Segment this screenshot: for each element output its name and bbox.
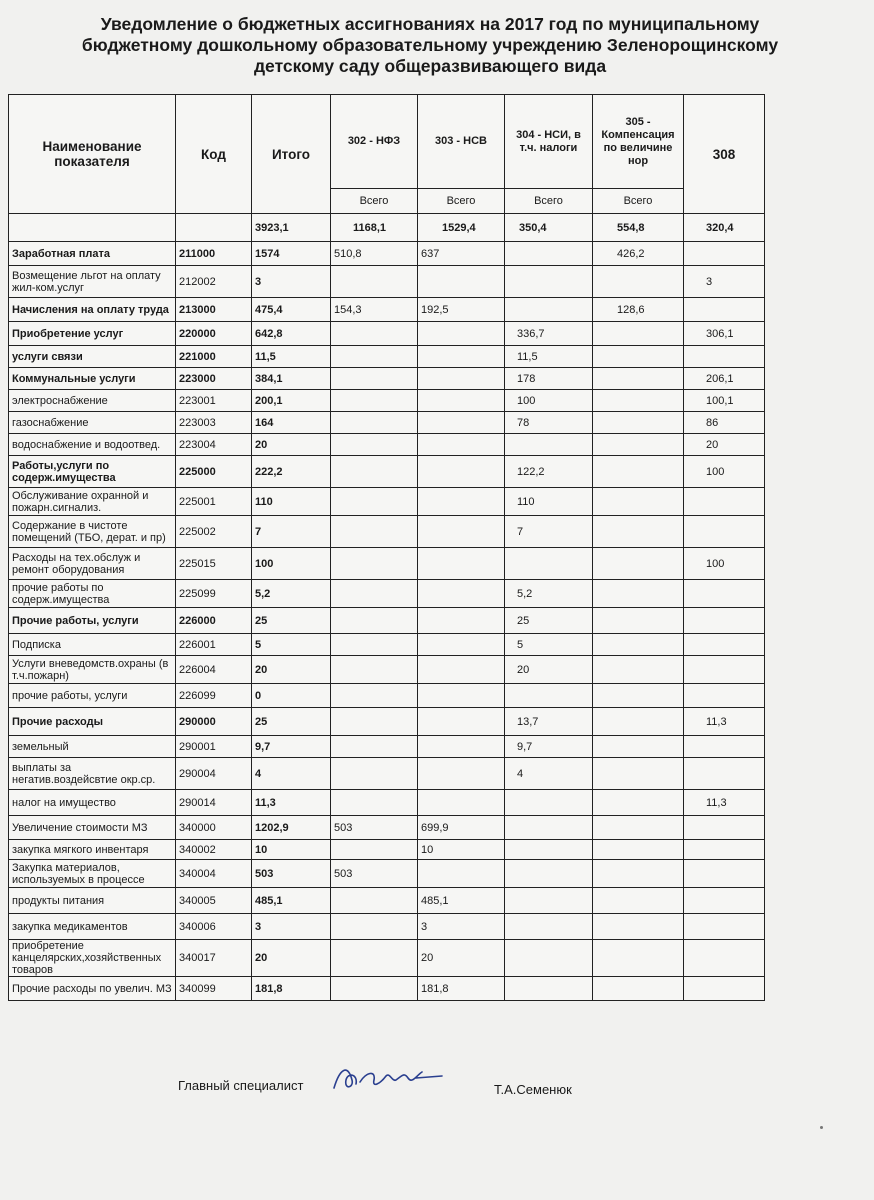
row-304: 11,5: [505, 346, 593, 368]
row-305: [593, 656, 684, 684]
row-308: 11,3: [684, 790, 765, 816]
row-total: 11,3: [252, 790, 331, 816]
row-code: 226000: [176, 608, 252, 634]
row-code: 290000: [176, 708, 252, 736]
row-305: [593, 580, 684, 608]
row-total: 642,8: [252, 322, 331, 346]
signer-role: Главный специалист: [178, 1078, 304, 1093]
row-302: [331, 266, 418, 298]
row-name: Прочие расходы: [9, 708, 176, 736]
row-304: [505, 816, 593, 840]
header-308: 308: [684, 95, 765, 214]
row-305: [593, 266, 684, 298]
row-total: 3: [252, 914, 331, 940]
row-305: [593, 840, 684, 860]
totals-305: 554,8: [593, 214, 684, 242]
table-row: [9, 736, 765, 758]
row-308: [684, 977, 765, 1001]
row-code: 226001: [176, 634, 252, 656]
row-304: 100: [505, 390, 593, 412]
table-row: [9, 708, 765, 736]
row-305: 426,2: [593, 242, 684, 266]
table-row: [9, 840, 765, 860]
row-302: [331, 346, 418, 368]
table-row: [9, 977, 765, 1001]
table-row: [9, 368, 765, 390]
row-308: [684, 608, 765, 634]
row-name: Работы,услуги по содерж.имущества: [9, 456, 176, 488]
row-308: [684, 816, 765, 840]
row-name: Заработная плата: [9, 242, 176, 266]
row-303: [418, 266, 505, 298]
row-code: 340004: [176, 860, 252, 888]
row-303: 192,5: [418, 298, 505, 322]
row-308: [684, 684, 765, 708]
row-303: [418, 608, 505, 634]
row-code: 223001: [176, 390, 252, 412]
row-304: [505, 684, 593, 708]
row-308: 100,1: [684, 390, 765, 412]
row-total: 11,5: [252, 346, 331, 368]
row-308: [684, 346, 765, 368]
row-code: 223000: [176, 368, 252, 390]
row-code: 225000: [176, 456, 252, 488]
header-code: Код: [176, 95, 252, 214]
row-code: 340017: [176, 940, 252, 977]
row-308: 11,3: [684, 708, 765, 736]
row-name: прочие работы по содерж.имущества: [9, 580, 176, 608]
row-name: Возмещение льгот на оплату жил-ком.услуг: [9, 266, 176, 298]
row-303: 3: [418, 914, 505, 940]
row-total: 0: [252, 684, 331, 708]
row-total: 20: [252, 940, 331, 977]
row-305: [593, 434, 684, 456]
row-305: [593, 736, 684, 758]
page-speck: [820, 1126, 823, 1129]
row-305: [593, 860, 684, 888]
row-308: [684, 656, 765, 684]
row-code: 225015: [176, 548, 252, 580]
table-row: [9, 758, 765, 790]
header-303: 303 - НСВ: [418, 95, 505, 189]
totals-304: 350,4: [505, 214, 593, 242]
table-row: [9, 608, 765, 634]
header-305: 305 - Компенсация по величине нор: [593, 95, 684, 189]
totals-row: [9, 214, 765, 242]
row-code: 213000: [176, 298, 252, 322]
row-305: [593, 816, 684, 840]
totals-name: [9, 214, 176, 242]
row-302: [331, 736, 418, 758]
row-302: [331, 434, 418, 456]
row-303: [418, 790, 505, 816]
row-308: [684, 242, 765, 266]
row-name: водоснабжение и водоотвед.: [9, 434, 176, 456]
row-303: [418, 412, 505, 434]
row-304: 7: [505, 516, 593, 548]
row-308: [684, 888, 765, 914]
row-name: газоснабжение: [9, 412, 176, 434]
row-305: [593, 346, 684, 368]
row-name: Обслуживание охранной и пожарн.сигнализ.: [9, 488, 176, 516]
row-303: [418, 368, 505, 390]
row-305: [593, 412, 684, 434]
row-304: [505, 860, 593, 888]
row-code: 221000: [176, 346, 252, 368]
table-row: [9, 888, 765, 914]
table-row: [9, 914, 765, 940]
row-name: земельный: [9, 736, 176, 758]
row-302: [331, 516, 418, 548]
table-row: [9, 548, 765, 580]
table-row: [9, 580, 765, 608]
row-304: [505, 914, 593, 940]
table-row: [9, 790, 765, 816]
row-total: 100: [252, 548, 331, 580]
header-302: 302 - НФЗ: [331, 95, 418, 189]
table-row: [9, 412, 765, 434]
row-code: 340002: [176, 840, 252, 860]
row-name: услуги связи: [9, 346, 176, 368]
row-305: [593, 634, 684, 656]
row-305: [593, 548, 684, 580]
row-308: 3: [684, 266, 765, 298]
row-total: 222,2: [252, 456, 331, 488]
row-305: [593, 708, 684, 736]
row-304: 336,7: [505, 322, 593, 346]
row-code: 290014: [176, 790, 252, 816]
totals-total: 3923,1: [252, 214, 331, 242]
row-code: 212002: [176, 266, 252, 298]
row-name: выплаты за негатив.воздейсвтие окр.ср.: [9, 758, 176, 790]
row-total: 475,4: [252, 298, 331, 322]
row-305: [593, 488, 684, 516]
row-code: 290001: [176, 736, 252, 758]
row-name: Расходы на тех.обслуж и ремонт оборудования: [9, 548, 176, 580]
row-304: [505, 548, 593, 580]
table-row: [9, 346, 765, 368]
row-total: 4: [252, 758, 331, 790]
row-305: [593, 456, 684, 488]
totals-302: 1168,1: [331, 214, 418, 242]
row-303: 637: [418, 242, 505, 266]
row-305: [593, 888, 684, 914]
row-304: [505, 840, 593, 860]
title-line-2: бюджетному дошкольному образовательному учреждению Зеленорощинскому: [81, 35, 779, 55]
row-304: [505, 940, 593, 977]
row-303: [418, 548, 505, 580]
row-code: 223004: [176, 434, 252, 456]
budget-table: [8, 94, 765, 1001]
row-code: 226099: [176, 684, 252, 708]
table-row: [9, 266, 765, 298]
header-304: 304 - НСИ, в т.ч. налоги: [505, 95, 593, 189]
row-308: 100: [684, 548, 765, 580]
document-title: [30, 14, 830, 77]
row-302: [331, 656, 418, 684]
row-303: [418, 634, 505, 656]
row-name: прочие работы, услуги: [9, 684, 176, 708]
row-code: 290004: [176, 758, 252, 790]
row-302: [331, 456, 418, 488]
row-304: 9,7: [505, 736, 593, 758]
row-302: [331, 914, 418, 940]
row-total: 503: [252, 860, 331, 888]
title-line-3: детскому саду общеразвивающего вида: [253, 56, 607, 76]
row-302: 503: [331, 816, 418, 840]
row-303: [418, 860, 505, 888]
row-total: 5: [252, 634, 331, 656]
row-code: 340005: [176, 888, 252, 914]
row-303: [418, 346, 505, 368]
row-code: 225002: [176, 516, 252, 548]
row-code: 225001: [176, 488, 252, 516]
table-row: [9, 860, 765, 888]
table-row: [9, 298, 765, 322]
row-code: 226004: [176, 656, 252, 684]
row-302: 154,3: [331, 298, 418, 322]
row-308: [684, 940, 765, 977]
row-name: Подписка: [9, 634, 176, 656]
row-308: 206,1: [684, 368, 765, 390]
row-308: 86: [684, 412, 765, 434]
row-304: 25: [505, 608, 593, 634]
row-303: [418, 708, 505, 736]
row-305: [593, 684, 684, 708]
row-304: [505, 790, 593, 816]
row-302: [331, 390, 418, 412]
row-302: [331, 322, 418, 346]
row-code: 223003: [176, 412, 252, 434]
table-body: [9, 242, 765, 1001]
row-308: 20: [684, 434, 765, 456]
row-total: 5,2: [252, 580, 331, 608]
row-303: [418, 580, 505, 608]
header-name: Наименование показателя: [9, 95, 176, 214]
row-305: [593, 977, 684, 1001]
row-304: 5: [505, 634, 593, 656]
totals-code: [176, 214, 252, 242]
row-303: [418, 684, 505, 708]
row-303: [418, 456, 505, 488]
row-total: 1574: [252, 242, 331, 266]
title-line-1: Уведомление о бюджетных ассигнованиях на 2017 год по муниципальному: [100, 14, 760, 34]
row-code: 220000: [176, 322, 252, 346]
row-304: 110: [505, 488, 593, 516]
row-name: приобретение канцелярских,хозяйственных товаров: [9, 940, 176, 977]
row-name: Увеличение стоимости МЗ: [9, 816, 176, 840]
row-304: 4: [505, 758, 593, 790]
row-total: 200,1: [252, 390, 331, 412]
header-row: [9, 95, 765, 189]
totals-308: 320,4: [684, 214, 765, 242]
row-total: 25: [252, 708, 331, 736]
row-302: [331, 488, 418, 516]
row-308: [684, 634, 765, 656]
row-name: Начисления на оплату труда: [9, 298, 176, 322]
row-304: [505, 242, 593, 266]
row-304: 178: [505, 368, 593, 390]
row-name: Коммунальные услуги: [9, 368, 176, 390]
row-303: 181,8: [418, 977, 505, 1001]
row-total: 384,1: [252, 368, 331, 390]
row-305: [593, 758, 684, 790]
row-total: 181,8: [252, 977, 331, 1001]
table-row: [9, 634, 765, 656]
subheader-302: Всего: [331, 189, 418, 214]
subheader-303: Всего: [418, 189, 505, 214]
row-302: 503: [331, 860, 418, 888]
row-308: [684, 758, 765, 790]
row-total: 3: [252, 266, 331, 298]
row-name: электроснабжение: [9, 390, 176, 412]
row-name: Услуги вневедомств.охраны (в т.ч.пожарн): [9, 656, 176, 684]
table-row: [9, 940, 765, 977]
totals-303: 1529,4: [418, 214, 505, 242]
row-308: [684, 914, 765, 940]
row-303: [418, 488, 505, 516]
row-303: [418, 390, 505, 412]
row-308: [684, 736, 765, 758]
row-308: [684, 298, 765, 322]
table-row: [9, 656, 765, 684]
row-302: [331, 634, 418, 656]
table-row: [9, 322, 765, 346]
row-308: [684, 580, 765, 608]
table-row: [9, 684, 765, 708]
row-302: [331, 608, 418, 634]
subheader-304: Всего: [505, 189, 593, 214]
header-total: Итого: [252, 95, 331, 214]
row-305: [593, 516, 684, 548]
row-303: [418, 736, 505, 758]
table-row: [9, 390, 765, 412]
row-name: Прочие расходы по увелич. МЗ: [9, 977, 176, 1001]
row-304: 20: [505, 656, 593, 684]
row-305: [593, 390, 684, 412]
table-row: [9, 516, 765, 548]
row-303: [418, 516, 505, 548]
row-303: 699,9: [418, 816, 505, 840]
row-total: 20: [252, 656, 331, 684]
row-name: налог на имущество: [9, 790, 176, 816]
row-name: Прочие работы, услуги: [9, 608, 176, 634]
subheader-305: Всего: [593, 189, 684, 214]
row-308: [684, 516, 765, 548]
row-code: 225099: [176, 580, 252, 608]
row-302: [331, 790, 418, 816]
row-total: 7: [252, 516, 331, 548]
row-303: [418, 758, 505, 790]
row-code: 340000: [176, 816, 252, 840]
row-302: [331, 888, 418, 914]
row-total: 20: [252, 434, 331, 456]
row-303: 10: [418, 840, 505, 860]
table-row: [9, 434, 765, 456]
row-302: 510,8: [331, 242, 418, 266]
row-308: [684, 840, 765, 860]
row-308: [684, 860, 765, 888]
row-305: [593, 790, 684, 816]
row-total: 1202,9: [252, 816, 331, 840]
row-total: 110: [252, 488, 331, 516]
row-total: 9,7: [252, 736, 331, 758]
row-305: [593, 368, 684, 390]
row-305: [593, 940, 684, 977]
row-total: 485,1: [252, 888, 331, 914]
row-302: [331, 840, 418, 860]
table-row: [9, 456, 765, 488]
row-305: [593, 322, 684, 346]
signature-image: [330, 1058, 450, 1098]
row-304: 122,2: [505, 456, 593, 488]
row-303: 485,1: [418, 888, 505, 914]
row-302: [331, 758, 418, 790]
table-row: [9, 816, 765, 840]
row-302: [331, 977, 418, 1001]
row-308: 306,1: [684, 322, 765, 346]
table-row: [9, 488, 765, 516]
row-302: [331, 580, 418, 608]
row-304: [505, 298, 593, 322]
row-305: [593, 608, 684, 634]
row-total: 25: [252, 608, 331, 634]
row-code: 340006: [176, 914, 252, 940]
row-name: Приобретение услуг: [9, 322, 176, 346]
row-303: [418, 322, 505, 346]
row-code: 211000: [176, 242, 252, 266]
row-303: [418, 656, 505, 684]
signer-name: Т.А.Семенюк: [494, 1082, 572, 1097]
row-name: продукты питания: [9, 888, 176, 914]
row-name: Содержание в чистоте помещений (ТБО, дерат. и пр): [9, 516, 176, 548]
row-302: [331, 940, 418, 977]
row-total: 164: [252, 412, 331, 434]
row-302: [331, 548, 418, 580]
row-304: [505, 977, 593, 1001]
row-name: закупка мягкого инвентаря: [9, 840, 176, 860]
row-303: 20: [418, 940, 505, 977]
row-304: [505, 266, 593, 298]
row-302: [331, 412, 418, 434]
row-304: [505, 888, 593, 914]
row-302: [331, 368, 418, 390]
row-308: 100: [684, 456, 765, 488]
row-303: [418, 434, 505, 456]
row-304: 13,7: [505, 708, 593, 736]
row-total: 10: [252, 840, 331, 860]
row-304: [505, 434, 593, 456]
row-305: 128,6: [593, 298, 684, 322]
row-name: закупка медикаментов: [9, 914, 176, 940]
row-304: 78: [505, 412, 593, 434]
row-302: [331, 708, 418, 736]
row-308: [684, 488, 765, 516]
table-row: [9, 242, 765, 266]
row-304: 5,2: [505, 580, 593, 608]
row-name: Закупка материалов, используемых в процессе: [9, 860, 176, 888]
row-code: 340099: [176, 977, 252, 1001]
row-305: [593, 914, 684, 940]
row-302: [331, 684, 418, 708]
